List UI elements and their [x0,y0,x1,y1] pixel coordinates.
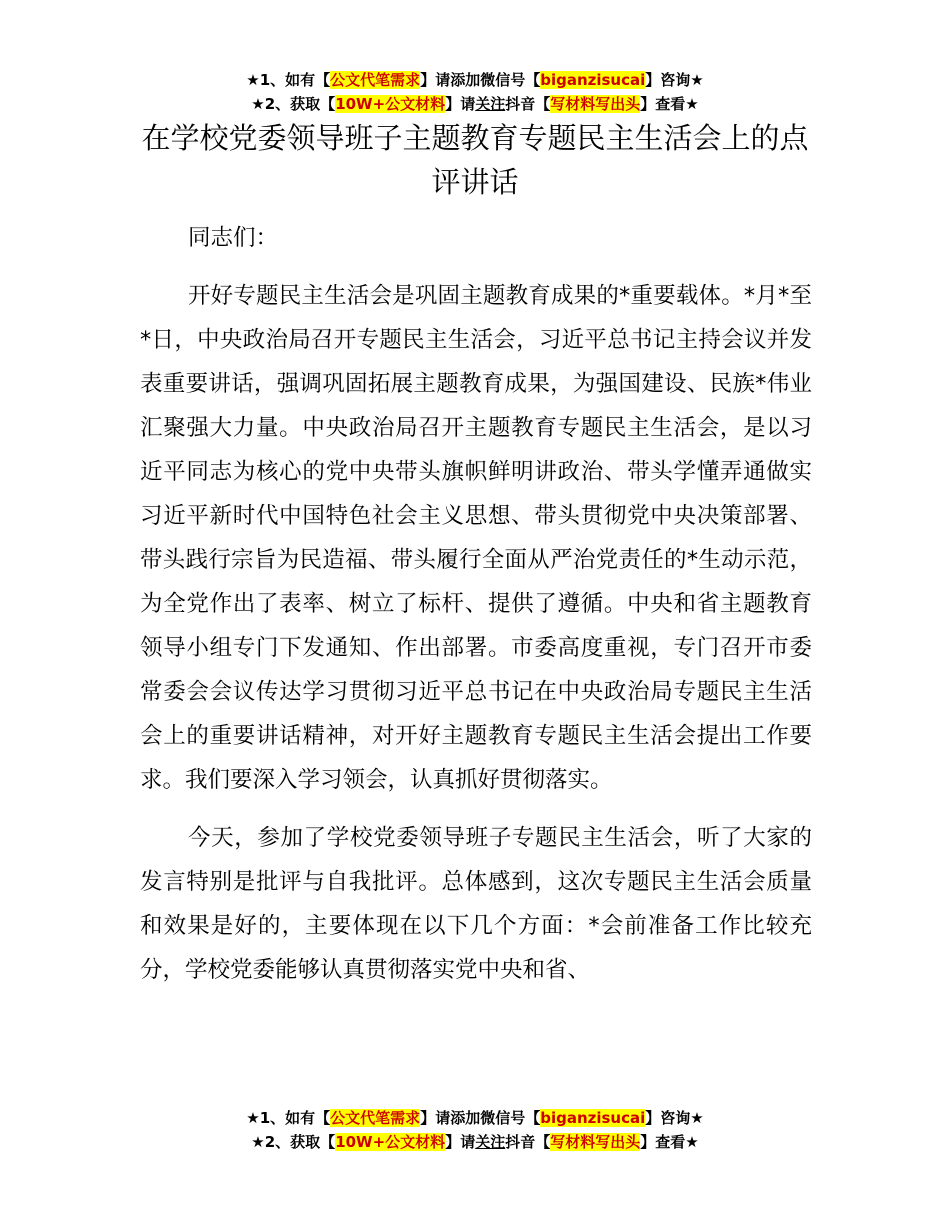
banner-highlight: 公文代笔需求 [330,71,421,89]
banner-underlined: 关注 [475,1133,506,1151]
banner-text: ★2、获取【 [251,95,336,113]
banner-highlight: 公文代笔需求 [330,1109,421,1127]
greeting: 同志们： [188,225,279,251]
banner-line-2 [0,1130,950,1154]
document-title: 在学校党委领导班子主题教育专题民主生活会上的点评讲话 [141,121,809,199]
banner-text: ★1、如有【 [246,71,331,89]
banner-text: 】查看★ [640,95,699,113]
banner-line-1 [0,68,950,92]
banner-highlight: 写材料写出头 [550,95,641,113]
paragraph-2: 今天，参加了学校党委领导班子专题民主生活会，听了大家的发言特别是批评与自我批评。总体感到，这次专题民主生活会质量和效果是好的，主要体现在以下几个方面：*会前准备工作比较充分，学校党委能够认真贯彻落实党中央和省、 [140,825,812,983]
banner-text: 】咨询★ [645,71,704,89]
banner-line-1 [0,1106,950,1130]
banner-highlight: 10W+公文材料 [335,1133,446,1151]
banner-highlight: 10W+公文材料 [335,95,446,113]
banner-wechat-id: biganzisucai [540,1109,646,1127]
banner-text: 抖音【 [505,1133,551,1151]
banner-wechat-id: biganzisucai [540,71,646,89]
header-banner [0,68,950,116]
banner-text: 抖音【 [505,95,551,113]
banner-text: 】请添加微信号【 [420,71,541,89]
banner-line-2 [0,92,950,116]
footer-banner [0,1106,950,1154]
banner-text: 】请 [445,1133,476,1151]
banner-text: 】咨询★ [645,1109,704,1127]
banner-text: 】请添加微信号【 [420,1109,541,1127]
banner-text: ★2、获取【 [251,1133,336,1151]
banner-highlight: 写材料写出头 [550,1133,641,1151]
banner-text: ★1、如有【 [246,1109,331,1127]
banner-underlined: 关注 [475,95,506,113]
document-body [140,216,812,1006]
banner-text: 】请 [445,95,476,113]
banner-text: 】查看★ [640,1133,699,1151]
paragraph-1: 开好专题民主生活会是巩固主题教育成果的*重要载体。*月*至*日，中央政治局召开专题民主生活会，习近平总书记主持会议并发表重要讲话，强调巩固拓展主题教育成果，为强国建设、民族*伟业汇聚强大力量。中央政治局召开主题教育专题民主生活会，是以习近平同志为核心的党中央带头旗帜鲜明讲政治、带头学懂弄通做实习近平新时代中国特色社会主义思想、带头贯彻党中央决策部署、带头践行宗旨为民造福、带头履行全面从严治党责任的*生动示范，为全党作出了表率、树立了标杆、提供了遵循。中央和省主题教育领导小组专门下发通知、作出部署。市委高度重视，专门召开市委常委会会议传达学习贯彻习近平总书记在中央政治局专题民主生活会上的重要讲话精神，对开好主题教育专题民主生活会提出工作要求。我们要深入学习领会，认真抓好贯彻落实。 [140,283,812,793]
